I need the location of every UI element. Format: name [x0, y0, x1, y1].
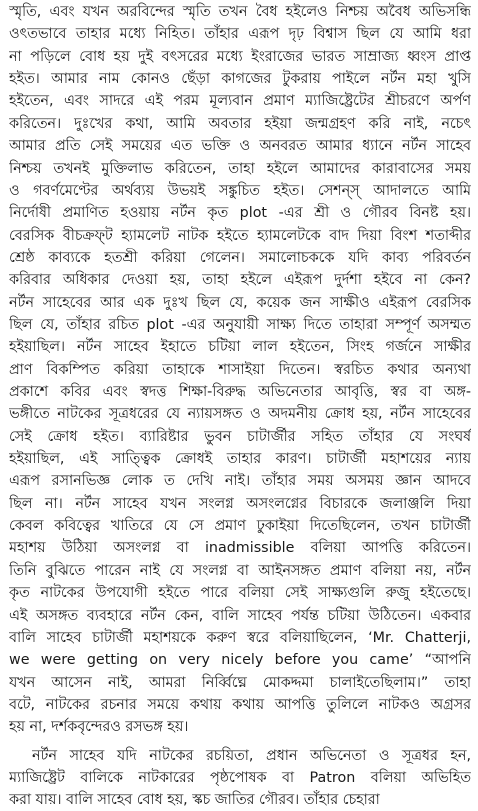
text-line: কেবল কবিত্বের খাতিরে যে সে প্রমাণ ঢুকাইয়া দিতেছিলেন, তখন চাটার্জী — [9, 518, 471, 535]
text-line: হয় না, দর্শকবৃন্দেরও রসভঙ্গ হয়। — [9, 719, 189, 736]
text-line: বটে, নাটকের রচনার সময়ে কথায় কথায় আপত্তি তুলিলে নাটকও অগ্রসর — [9, 696, 471, 713]
text-line: করিবার অধিকার দেওয়া হয়, তাহা হইলে এইরূপ দুর্দশা হইবে না কেন? — [9, 272, 471, 289]
text-line: we were getting on very nicely before you came’ “আপনি — [9, 652, 471, 669]
text-line: তিনি বুঝিতে পারেন নাই যে সংলগ্ন বা আইনসঙ্গত প্রমাণ বলিয়া নয়, নর্টন — [9, 562, 471, 579]
text-line: ছিল না। নর্টন সাহেব যখন সংলগ্ন অসংলগ্নের বিচারকে জলাঞ্জলি দিয়া — [9, 495, 471, 512]
text-line: হইয়াছিল, এই সাত্ত্বিক ক্রোধই তাহার কারণ। চাটার্জী মহাশয়ের ন্যায় — [9, 451, 471, 467]
text-line: ম্যাজিষ্ট্রেট বালিকে নাটকারের পৃষ্ঠপোষক বা Patron বলিয়া অভিহিত — [9, 769, 471, 786]
text-line: কৃত নাটকের উপযোগী হইতে পারে বলিয়া সেই সাক্ষ্যগুলি রুজু হইতেছে। — [9, 585, 471, 602]
text-line: নির্দোষী প্রমাণিত হওয়ায় নর্টন কৃত plot -এর শ্রী ও গৌরব বিনষ্ট হয়। — [9, 205, 471, 222]
text-line: করিতেন। দুঃখের কথা, আমি অবতার হইয়া জন্মগ্রহণ করি নাই, নচেৎ — [9, 115, 471, 132]
text-line: করা যায়। বালি সাহেব বোধ হয়, স্কচ জাতির গৌরব। তাঁহার চেহারা — [9, 792, 380, 809]
text-line: শ্রেষ্ঠ কাব্যকে হতশ্রী করিয়া গেলেন। সমালোচককে যদি কাব্য পরিবর্তন — [9, 249, 471, 266]
text-line: ভঙ্গীতে নাটকের সূত্রধরের যে ন্যায়সঙ্গত ও অদমনীয় ক্রোধ হয়, নর্টন সাহেবের — [9, 406, 471, 423]
text-line: ওৎতভাবে তাহার মধ্যে নিহিত। তাঁহার এরূপ দৃঢ় বিশ্বাস ছিল যে আমি ধরা — [9, 26, 471, 43]
text-line: বেরসিক বীচক্রফ্‌ট হ্যামলেট নাটক হইতে হ্যামলেটকে বাদ দিয়া বিংশ শতাব্দীর — [9, 227, 471, 244]
text-line: হইয়াছিল। নর্টন সাহেব ইহাতে চটিয়া লাল হইতেন, সিংহ গর্জনে সাক্ষীর — [9, 339, 471, 356]
text-line: সেই ক্রোধ হইত। ব্যারিষ্টার ভুবন চাটার্জীর সহিত তাঁহার যে সংঘর্ষ — [9, 428, 471, 445]
text-line: নিশ্চয় তখনই মুক্তিলাভ করিতেন, তাহা হইলে আমাদের কারাবাসের সময় — [9, 160, 471, 177]
text-line: মহাশয় উঠিয়া অসংলগ্ন বা inadmissible বলিয়া আপত্তি করিতেন। — [9, 540, 471, 557]
text-line: নর্টন সাহেব যদি নাটকের রচয়িতা, প্রধান অভিনেতা ও সূত্রধর হন, — [32, 747, 471, 764]
text-line: এরূপ রসানভিজ্ঞ লোক ত দেখি নাই। তাঁহার সময় অসময় জ্ঞান আদবে — [9, 473, 471, 490]
text-line: নর্টন সাহেবের আর এক দুঃখ ছিল যে, কয়েক জন সাক্ষীও এইরূপ বেরসিক — [9, 294, 471, 311]
text-line: ও গবর্ণমেণ্টের অর্থব্যয় উভয়ই সঙ্কুচিত হইত। সেশন্স্ আদালতে আমি — [9, 182, 471, 199]
text-line: ছিল যে, তাঁহার রচিত plot -এর অনুযায়ী সাক্ষ্য দিতে তাহারা সম্পূর্ণ অসম্মত — [9, 316, 471, 333]
text-line: যখন আসেন নাই, আমরা নির্ব্বিঘ্নে মোকদ্দমা চালাইতেছিলাম।” তাহা — [9, 674, 471, 691]
text-line: প্রাণ বিকম্পিত করিয়া তাহাকে শাসাইয়া দিতেন। স্বরচিত কথার অন্যথা — [9, 361, 471, 378]
text-line: প্রকাশে কবির এবং স্বদত্ত শিক্ষা-বিরুদ্ধ অভিনেতার আবৃত্তি, স্বর বা অঙ্গ- — [9, 384, 471, 400]
text-line: না পড়িলে বোধ হয় দুই বৎসরের মধ্যে ইংরাজের ভারত সাম্রাজ্য ধ্বংস প্রাপ্ত — [9, 48, 471, 65]
text-line: এই অসঙ্গত ব্যবহারে নর্টন কেন, বালি সাহেব পর্যন্ত চটিয়া উঠিতেন। একবার — [9, 607, 471, 624]
text-line: স্মৃতি, এবং যখন অরবিন্দের স্মৃতি তখন বৈধ হইলেও নিশ্চয় অবৈধ অভিসন্ধি — [9, 4, 471, 20]
text-line: আমার প্রতি সেই সময়ের এত ভক্তি ও অনবরত আমার ধ্যানে নর্টন সাহেব — [9, 138, 471, 155]
text-line: হইত। আমার নাম কোনও ছেঁড়া কাগজের টুকরায় পাইলে নর্টন মহা খুসি — [9, 71, 471, 88]
text-line: হইতেন, এবং সাদরে এই পরম মূল্যবান প্রমাণ ম্যাজিষ্ট্রেটের শ্রীচরণে অর্পণ — [9, 93, 471, 110]
text-line: বালি সাহেব চাটার্জী মহাশয়কে করুণ স্বরে বলিয়াছিলেন, ‘Mr. Chatterji, — [9, 629, 471, 646]
